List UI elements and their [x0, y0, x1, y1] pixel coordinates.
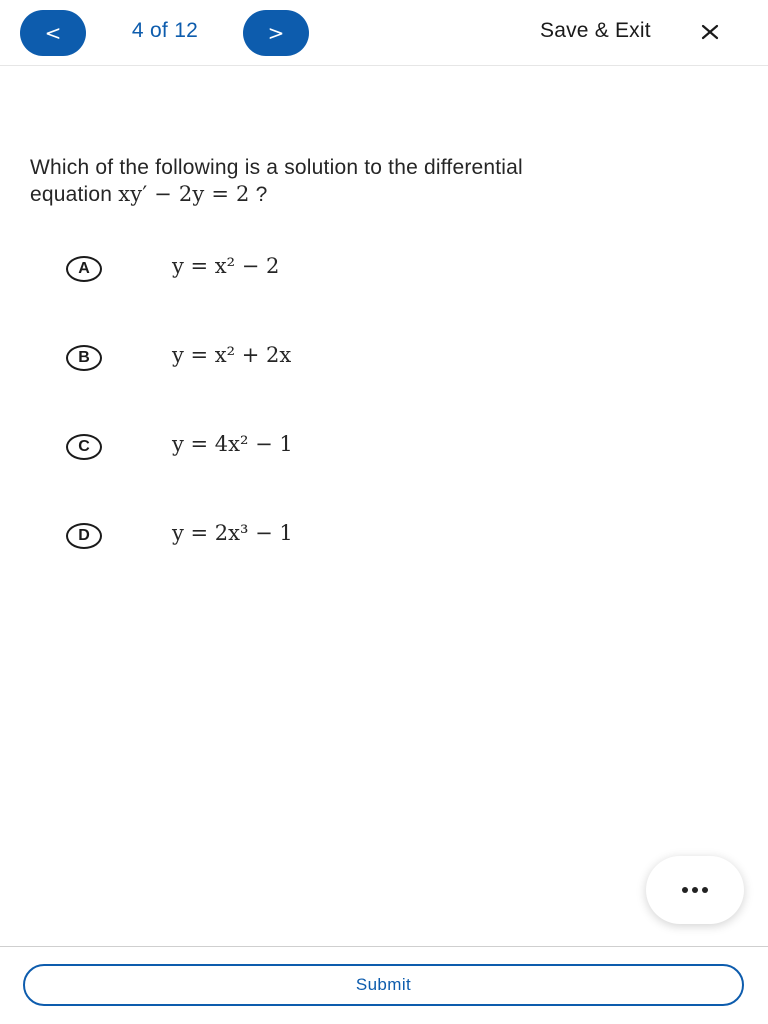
option-letter-b: B [66, 345, 102, 371]
question-progress: 4 of 12 [131, 19, 199, 42]
dot [682, 887, 688, 893]
answer-option-d[interactable] [60, 511, 680, 561]
question-text-line1: Which of the following is a solution to the differential [30, 156, 523, 179]
more-options-button[interactable] [646, 856, 744, 924]
option-expression-d: y = 2x³ − 1 [172, 521, 293, 545]
question-stem [30, 154, 730, 208]
footer-bar [0, 946, 768, 1024]
dot [702, 887, 708, 893]
question-text-suffix: ? [249, 183, 268, 206]
dot [692, 887, 698, 893]
next-question-button[interactable] [243, 10, 309, 56]
close-icon [701, 23, 719, 41]
answer-option-c[interactable] [60, 422, 680, 472]
close-button[interactable] [694, 16, 726, 48]
more-horizontal-icon [682, 887, 708, 893]
option-letter-a: A [66, 256, 102, 282]
option-expression-c: y = 4x² − 1 [172, 432, 293, 456]
question-text-line2 [30, 181, 730, 208]
option-expression-a: y = x² − 2 [172, 254, 280, 278]
submit-button[interactable]: Submit [23, 964, 744, 1006]
chevron-right-icon: > [267, 21, 285, 45]
save-exit-button[interactable]: Save & Exit [540, 19, 651, 42]
option-letter-d: D [66, 523, 102, 549]
previous-question-button[interactable] [20, 10, 86, 56]
option-letter-c: C [66, 434, 102, 460]
chevron-left-icon: < [44, 21, 62, 45]
option-expression-b: y = x² + 2x [172, 343, 292, 367]
answer-option-b[interactable] [60, 333, 680, 383]
question-equation: xy′ − 2y = 2 [118, 182, 250, 206]
header-bar [0, 0, 768, 66]
question-text-prefix: equation [30, 183, 119, 206]
answer-option-a[interactable] [60, 244, 680, 294]
